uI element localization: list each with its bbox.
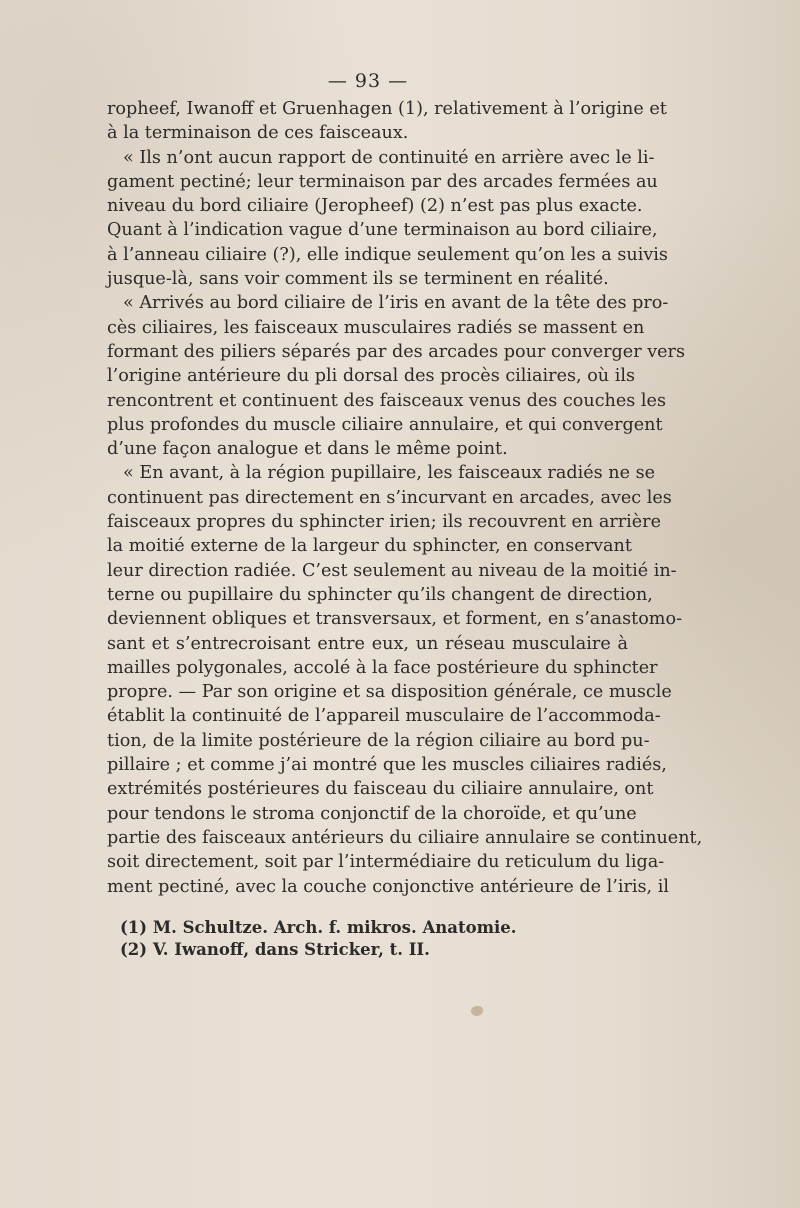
text-line: à l’anneau ciliaire (?), elle indique seulement qu’on les a suivis [107, 244, 668, 265]
text-line: partie des faisceaux antérieurs du ciliaire annulaire se continuent, [107, 827, 703, 848]
text-line: d’une façon analogue et dans le même point. [107, 439, 508, 460]
footnotes [120, 917, 517, 961]
text-line: sant et s’entrecroisant entre eux, un réseau musculaire à [107, 633, 628, 654]
text-line: pour tendons le stroma conjonctif de la choroïde, et qu’une [107, 803, 637, 824]
text-line: ment pectiné, avec la couche conjonctive antérieure de l’iris, il [107, 876, 669, 897]
paper-stain [471, 1006, 483, 1016]
text-line: continuent pas directement en s’incurvant en arcades, avec les [107, 487, 672, 508]
text-line: faisceaux propres du sphincter irien; ils recouvrent en arrière [107, 512, 661, 533]
footnote: (1) M. Schultze. Arch. f. mikros. Anatomie. [120, 918, 517, 937]
text-line: jusque-là, sans voir comment ils se terminent en réalité. [107, 269, 609, 290]
text-line: deviennent obliques et transversaux, et forment, en s’anastomo- [107, 609, 683, 630]
footnote: (2) V. Iwanoff, dans Stricker, t. II. [120, 940, 430, 959]
text-line: plus profondes du muscle ciliaire annulaire, et qui convergent [107, 414, 663, 435]
text-line: « Ils n’ont aucun rapport de continuité en arrière avec le li- [123, 147, 655, 168]
text-line: terne ou pupillaire du sphincter qu’ils changent de direction, [107, 584, 653, 605]
text-line: soit directement, soit par l’intermédiaire du reticulum du liga- [107, 852, 665, 873]
text-line: Quant à l’indication vague d’une terminaison au bord ciliaire, [107, 220, 658, 241]
text-line: à la terminaison de ces faisceaux. [107, 123, 409, 144]
text-line: pillaire ; et comme j’ai montré que les muscles ciliaires radiés, [107, 755, 667, 776]
text-line: leur direction radiée. C’est seulement au niveau de la moitié in- [107, 560, 677, 581]
text-line: mailles polygonales, accolé à la face postérieure du sphincter [107, 657, 658, 678]
text-line: établit la continuité de l’appareil musculaire de l’accommoda- [107, 706, 661, 727]
text-line: ropheef, Iwanoff et Gruenhagen (1), relativement à l’origine et [107, 99, 667, 119]
text-line: tion, de la limite postérieure de la région ciliaire au bord pu- [107, 730, 650, 751]
text-line: rencontrent et continuent des faisceaux venus des couches les [107, 390, 666, 411]
text-line: l’origine antérieure du pli dorsal des procès ciliaires, où ils [107, 366, 636, 387]
text-line: cès ciliaires, les faisceaux musculaires radiés se massent en [107, 317, 645, 338]
text-line: niveau du bord ciliaire (Jeropheef) (2) n’est pas plus exacte. [107, 196, 643, 217]
text-line: formant des piliers séparés par des arcades pour converger vers [107, 341, 685, 362]
body-text [107, 97, 703, 899]
text-line: « Arrivés au bord ciliaire de l’iris en avant de la tête des pro- [123, 293, 669, 314]
text-line: gament pectiné; leur terminaison par des arcades fermées au [107, 171, 658, 192]
text-line: « En avant, à la région pupillaire, les faisceaux radiés ne se [123, 463, 656, 484]
text-line: propre. — Par son origine et sa disposition générale, ce muscle [107, 682, 672, 703]
page-number: — 93 — [327, 70, 409, 92]
text-line: la moitié externe de la largeur du sphincter, en conservant [107, 536, 632, 557]
text-line: extrémités postérieures du faisceau du ciliaire annulaire, ont [107, 779, 654, 800]
